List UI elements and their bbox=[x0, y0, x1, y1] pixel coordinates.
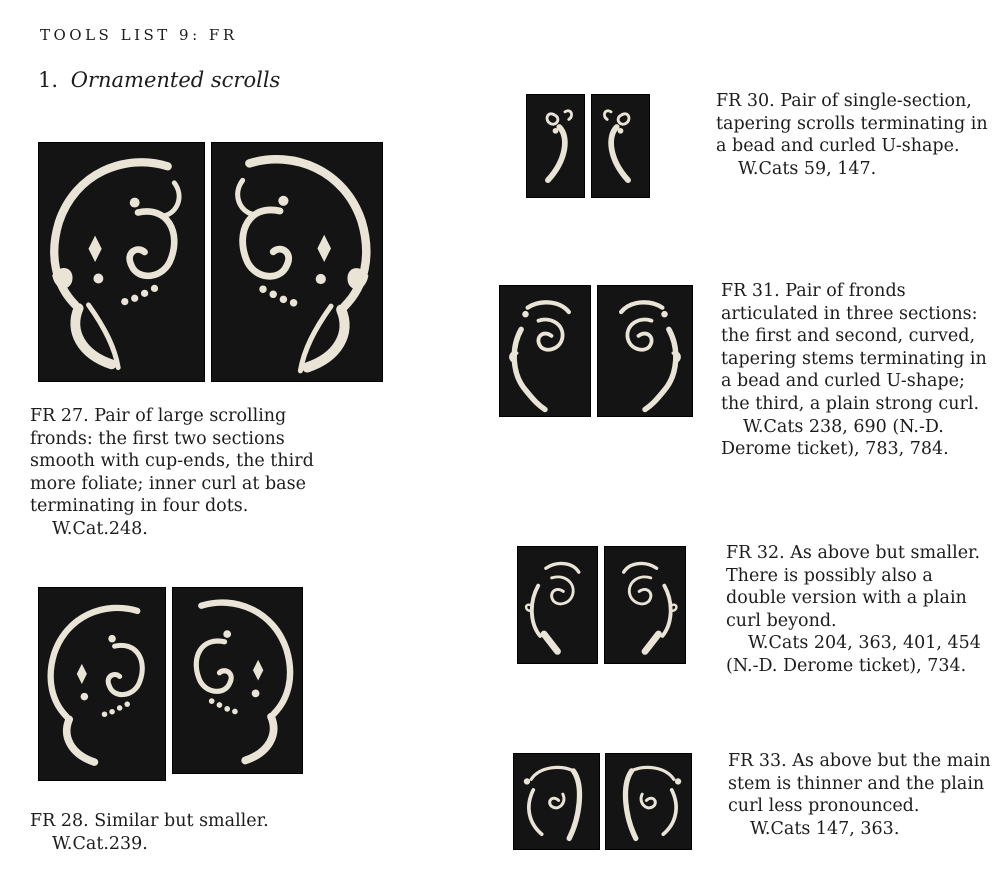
entry-line: more foliate; inner curl at base bbox=[30, 473, 306, 494]
page-heading: TOOLS LIST 9: FR bbox=[40, 26, 238, 44]
fr32-stamp-right bbox=[604, 546, 686, 664]
entry-fr30 bbox=[716, 90, 988, 180]
fr27-scroll-ornament-icon bbox=[212, 143, 382, 381]
fr30-stamp-right bbox=[591, 94, 650, 198]
fr28-stamp-right bbox=[172, 587, 303, 774]
fr31-scroll-ornament-icon bbox=[500, 286, 590, 416]
fr28-scroll-ornament-icon bbox=[39, 588, 165, 780]
entry-line: a bead and curled U-shape; bbox=[721, 371, 965, 392]
section-title-text: Ornamented scrolls bbox=[70, 68, 281, 92]
fr30-scroll-ornament-icon bbox=[527, 95, 584, 197]
entry-line: FR 28. Similar but smaller. bbox=[30, 811, 269, 831]
entry-line: curl beyond. bbox=[726, 610, 837, 631]
entry-reference: W.Cat.239. bbox=[52, 833, 148, 854]
fr31-stamp-right bbox=[597, 285, 693, 417]
fr27-scroll-ornament-icon bbox=[39, 143, 204, 381]
fr33-scroll-ornament-icon bbox=[606, 754, 691, 849]
entry-reference: W.Cats 59, 147. bbox=[738, 158, 877, 179]
fr32-stamp-left bbox=[517, 546, 598, 664]
entry-line: fronds: the first two sections bbox=[30, 428, 285, 449]
fr32-scroll-ornament-icon bbox=[605, 547, 685, 663]
fr30-stamp-left bbox=[526, 94, 585, 198]
fr28-scroll-ornament-icon bbox=[173, 588, 302, 773]
entry-line: double version with a plain bbox=[726, 588, 967, 609]
fr31-scroll-ornament-icon bbox=[598, 286, 692, 416]
entry-reference: W.Cats 238, 690 (N.-D. bbox=[743, 416, 944, 437]
entry-line: FR 32. As above but smaller. bbox=[726, 543, 981, 563]
fr33-stamp-left bbox=[513, 753, 600, 850]
fr33-scroll-ornament-icon bbox=[514, 754, 599, 849]
entry-fr32 bbox=[726, 542, 981, 678]
entry-line: There is possibly also a bbox=[726, 565, 933, 586]
entry-reference: Derome ticket), 783, 784. bbox=[721, 439, 949, 460]
entry-line: tapering stems terminating in bbox=[721, 348, 987, 369]
entry-line: tapering scrolls terminating in bbox=[716, 113, 988, 134]
entry-line: terminating in four dots. bbox=[30, 496, 249, 517]
entry-line: FR 27. Pair of large scrolling bbox=[30, 406, 287, 426]
entry-fr33 bbox=[728, 750, 991, 840]
fr33-stamp-right bbox=[605, 753, 692, 850]
entry-fr31 bbox=[721, 280, 987, 461]
fr27-stamp-left bbox=[38, 142, 205, 382]
entry-fr27 bbox=[30, 405, 314, 541]
entry-line: the third, a plain strong curl. bbox=[721, 393, 980, 414]
entry-line: a bead and curled U-shape. bbox=[716, 136, 960, 157]
fr27-stamp-right bbox=[211, 142, 383, 382]
entry-line: stem is thinner and the plain bbox=[728, 773, 985, 794]
entry-reference: W.Cats 147, 363. bbox=[750, 818, 900, 839]
section-title bbox=[38, 68, 280, 92]
fr28-stamp-left bbox=[38, 587, 166, 781]
entry-line: articulated in three sections: bbox=[721, 303, 978, 324]
entry-reference: (N.-D. Derome ticket), 734. bbox=[726, 655, 967, 676]
entry-line: curl less pronounced. bbox=[728, 796, 920, 817]
fr30-scroll-ornament-icon bbox=[592, 95, 649, 197]
entry-line: FR 33. As above but the main bbox=[728, 751, 991, 771]
section-number: 1. bbox=[38, 68, 59, 92]
entry-reference: W.Cats 204, 363, 401, 454 bbox=[748, 633, 981, 654]
entry-reference: W.Cat.248. bbox=[52, 518, 148, 539]
entry-line: FR 30. Pair of single-section, bbox=[716, 91, 972, 111]
fr32-scroll-ornament-icon bbox=[518, 547, 597, 663]
entry-line: the first and second, curved, bbox=[721, 326, 976, 347]
entry-line: smooth with cup-ends, the third bbox=[30, 451, 314, 472]
entry-line: FR 31. Pair of fronds bbox=[721, 281, 906, 301]
fr31-stamp-left bbox=[499, 285, 591, 417]
entry-fr28 bbox=[30, 810, 269, 855]
